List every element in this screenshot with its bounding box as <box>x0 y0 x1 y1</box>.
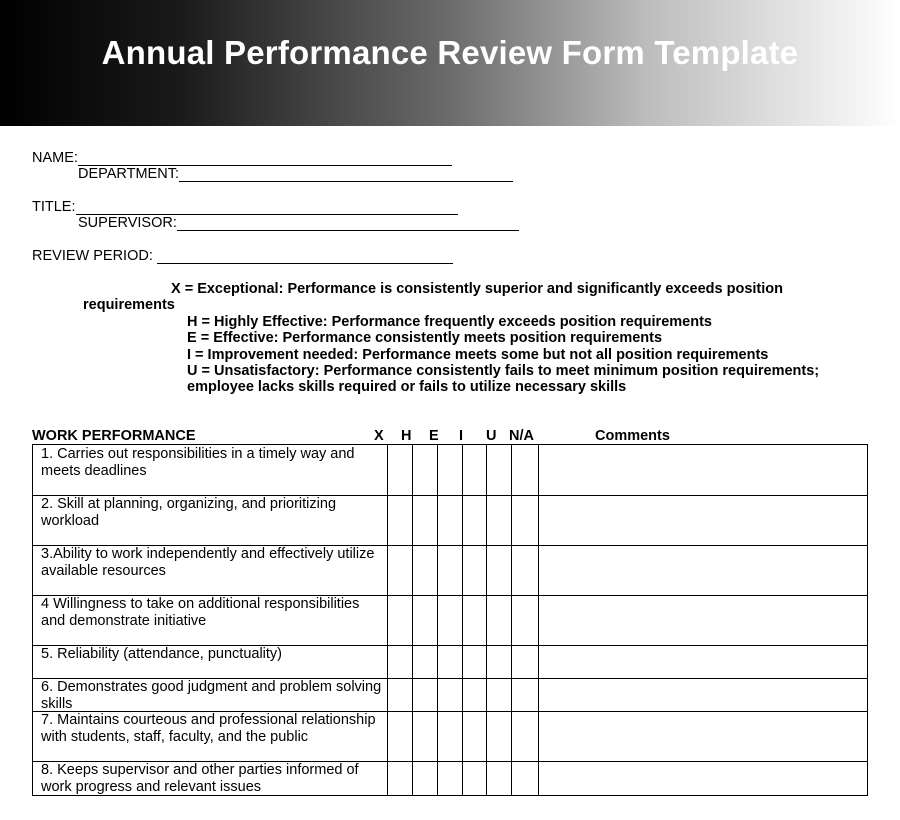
criterion-8: 8. Keeps supervisor and other parties informed of work progress and relevant issues <box>41 762 359 795</box>
col-header-comments: Comments <box>595 428 670 444</box>
col-divider <box>412 445 413 795</box>
legend-unsatisfactory-cont: employee lacks skills required or fails to utilize necessary skills <box>187 379 627 395</box>
review-period-field <box>32 248 453 264</box>
legend-effective: E = Effective: Performance consistently meets position requirements <box>187 330 663 346</box>
legend-exceptional: X = Exceptional: Performance is consistently superior and significantly exceeds position <box>171 281 784 297</box>
review-period-line[interactable] <box>157 249 453 264</box>
title-line[interactable] <box>76 200 458 215</box>
legend-improvement-needed: I = Improvement needed: Performance meets some but not all position requirements <box>187 347 769 363</box>
col-header-na: N/A <box>509 428 534 444</box>
review-period-label: REVIEW PERIOD: <box>32 248 153 264</box>
name-field <box>32 150 452 166</box>
col-divider <box>462 445 463 795</box>
work-performance-header: WORK PERFORMANCE <box>32 428 196 444</box>
evaluation-table <box>32 444 868 796</box>
col-header-e: E <box>429 428 439 444</box>
header-banner <box>0 0 900 126</box>
page-title: Annual Performance Review Form Template <box>101 34 799 71</box>
criterion-6: 6. Demonstrates good judgment and problem solving skills <box>41 679 382 712</box>
col-header-x: X <box>374 428 384 444</box>
supervisor-label: SUPERVISOR: <box>78 215 177 231</box>
col-header-i: I <box>459 428 464 444</box>
col-divider <box>538 445 539 795</box>
legend-exceptional-cont: requirements <box>83 297 175 313</box>
legend-unsatisfactory: U = Unsatisfactory: Performance consistently fails to meet minimum position requirements; <box>187 363 820 379</box>
col-header-u: U <box>486 428 497 444</box>
col-divider <box>387 445 388 795</box>
criterion-1: 1. Carries out responsibilities in a timely way and meets deadlines <box>41 446 355 479</box>
col-divider <box>437 445 438 795</box>
legend-highly-effective: H = Highly Effective: Performance frequently exceeds position requirements <box>187 314 712 330</box>
department-field <box>78 166 513 182</box>
col-divider <box>486 445 487 795</box>
name-label: NAME: <box>32 150 78 166</box>
criterion-3: 3.Ability to work independently and effectively utilize available resources <box>41 546 375 579</box>
supervisor-line[interactable] <box>177 216 519 231</box>
name-line[interactable] <box>78 151 452 166</box>
criterion-4: 4 Willingness to take on additional responsibilities and demonstrate initiative <box>41 596 360 629</box>
col-header-h: H <box>401 428 412 444</box>
department-label: DEPARTMENT: <box>78 166 179 182</box>
criterion-2: 2. Skill at planning, organizing, and prioritizing workload <box>41 496 337 529</box>
col-divider <box>511 445 512 795</box>
supervisor-field <box>78 215 519 231</box>
criterion-5: 5. Reliability (attendance, punctuality) <box>41 646 282 662</box>
title-field <box>32 199 458 215</box>
department-line[interactable] <box>179 167 513 182</box>
criterion-7: 7. Maintains courteous and professional relationship with students, staff, faculty, and the public <box>41 712 376 745</box>
title-label: TITLE: <box>32 199 76 215</box>
